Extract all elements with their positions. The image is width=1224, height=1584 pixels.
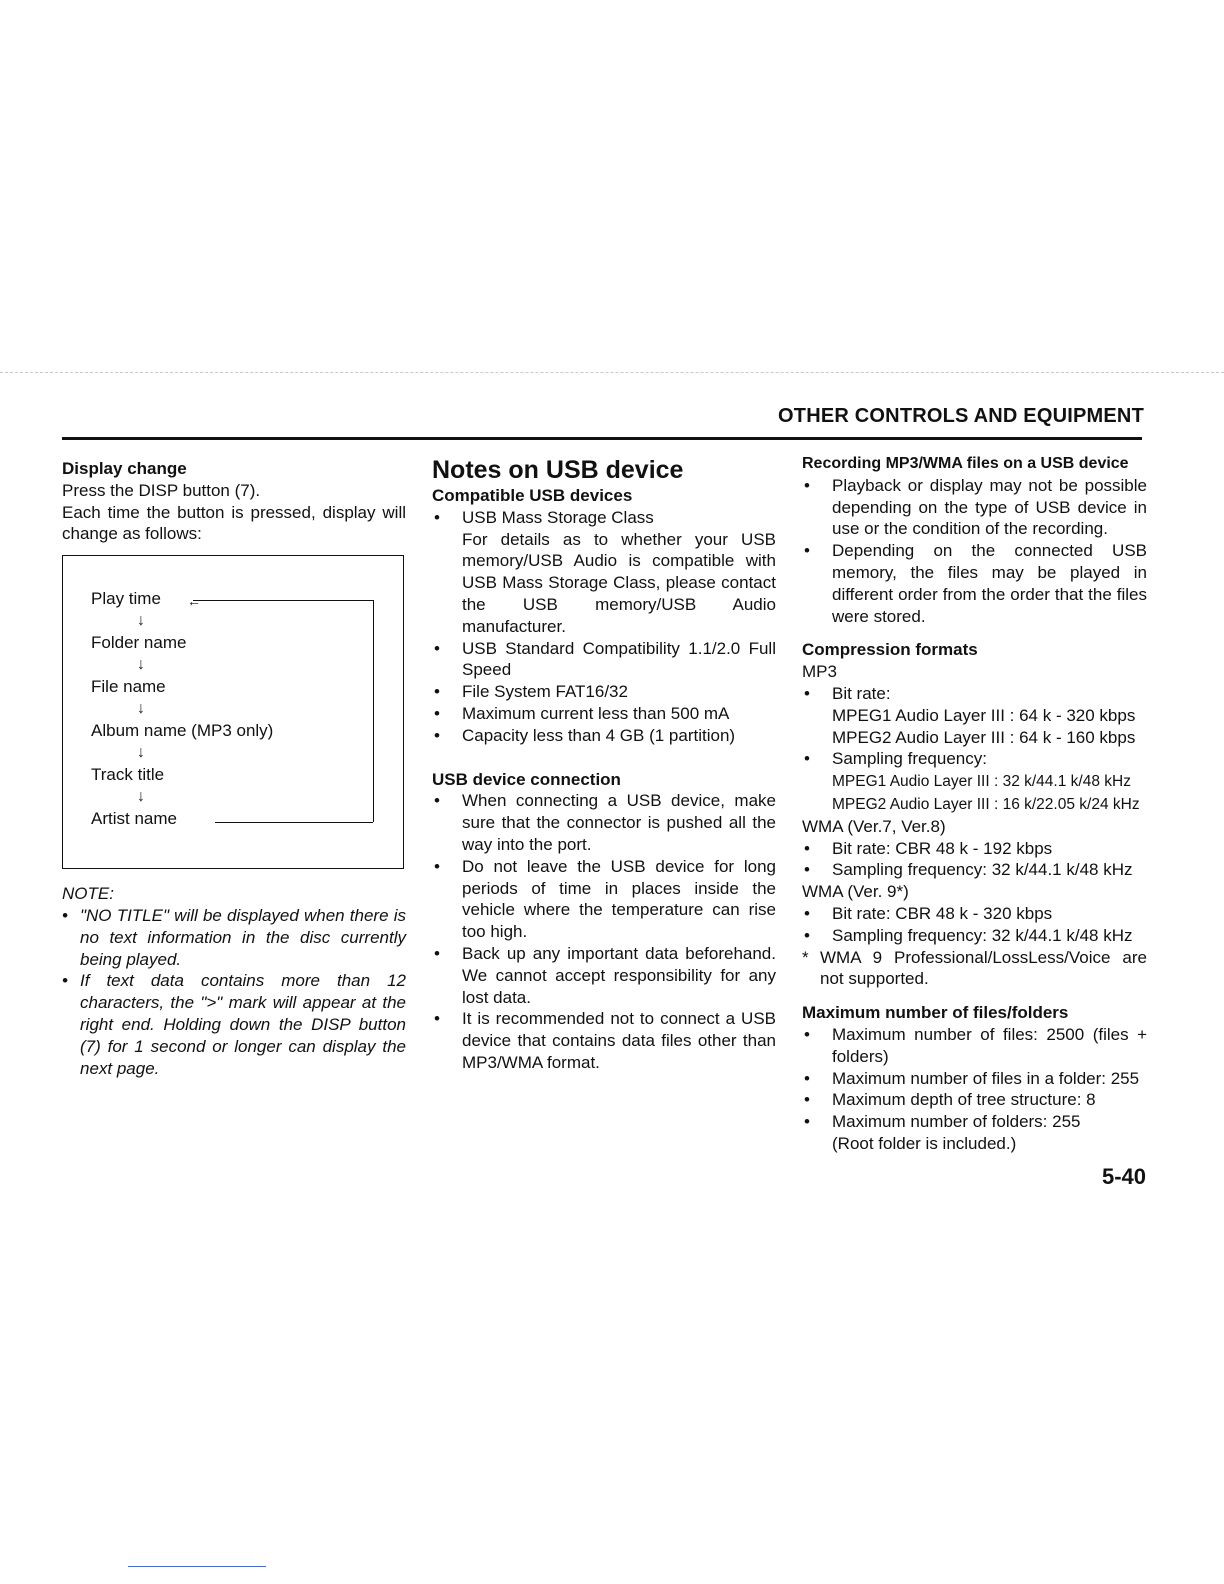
list-item: • Maximum depth of tree structure: 8 [804, 1090, 1096, 1110]
scan-artifact-line [0, 372, 1224, 373]
wma78-list [802, 838, 1147, 882]
return-line-right [373, 600, 374, 822]
list-item: • Maximum number of folders: 255 (Root folder is included.) [804, 1112, 1081, 1153]
list-item: • Maximum current less than 500 mA [434, 703, 730, 723]
return-arrow-icon: ← [187, 593, 201, 610]
usb-connection-heading: USB device connection [432, 769, 621, 789]
list-item: • USB Standard Compatibility 1.1/2.0 Full Speed [434, 638, 776, 680]
compatible-devices-list [432, 507, 776, 747]
recording-heading: Recording MP3/WMA files on a USB device [802, 455, 1129, 472]
diagram-item-artist-name: Artist name [91, 809, 177, 829]
display-cycle-diagram [62, 555, 404, 869]
down-arrow-icon: ↓ [137, 788, 145, 806]
display-change-line2: Each time the button is pressed, display will change as follows: [62, 502, 406, 544]
diagram-item-album-name: Album name (MP3 only) [91, 721, 274, 741]
list-item: • Capacity less than 4 GB (1 partition) [434, 725, 736, 745]
down-arrow-icon: ↓ [137, 656, 145, 674]
column-formats [802, 453, 1147, 1155]
down-arrow-icon: ↓ [137, 612, 145, 630]
list-item: • When connecting a USB device, make sure that the connector is pushed all the way into the port. [434, 791, 776, 854]
note-item: • If text data contains more than 12 characters, the ">" mark will appear at the right end. Holding down the DISP button (7) for 1 second or longer can display the next page. [62, 971, 406, 1078]
diagram-item-file-name: File name [91, 677, 166, 697]
diagram-item-play-time: Play time [91, 589, 161, 609]
list-item: • Sampling frequency: MPEG1 Audio Layer III : 32 k/44.1 k/48 kHz MPEG2 Audio Layer III : 16 k/22.05 k/24 kHz [804, 749, 1140, 813]
wma9-list [802, 903, 1147, 947]
down-arrow-icon: ↓ [137, 700, 145, 718]
max-files-heading: Maximum number of files/folders [802, 1003, 1069, 1023]
list-item: • Maximum number of files in a folder: 255 [804, 1068, 1140, 1088]
display-change-heading: Display change [62, 459, 187, 478]
section-header: OTHER CONTROLS AND EQUIPMENT [778, 405, 1144, 427]
usb-notes-title: Notes on USB device [432, 456, 684, 484]
wma9-footnote [802, 947, 1147, 991]
header-rule [62, 437, 1142, 440]
list-item: • Bit rate: MPEG1 Audio Layer III : 64 k - 320 kbps MPEG2 Audio Layer III : 64 k - 160 kbps [804, 683, 1136, 747]
list-item: • Do not leave the USB device for long periods of time in places inside the vehicle where the temperature can rise too high. [434, 856, 776, 942]
bottom-link-line [128, 1566, 266, 1567]
compatible-devices-heading: Compatible USB devices [432, 486, 633, 505]
note-item: • "NO TITLE" will be displayed when there is no text information in the disc currently being played. [62, 905, 406, 969]
list-item: • Bit rate: CBR 48 k - 320 kbps [804, 903, 1053, 923]
usb-connection-list [432, 790, 776, 1073]
footnote-item: * WMA 9 Professional/LossLess/Voice are not supported. [802, 947, 1147, 989]
return-line-top [193, 600, 373, 601]
mp3-label: MP3 [802, 662, 837, 682]
note-label: NOTE: [62, 884, 114, 904]
list-item: • Maximum number of files: 2500 (files + folders) [804, 1024, 1147, 1066]
max-files-list [802, 1024, 1147, 1155]
display-change-line1: Press the DISP button (7). [62, 480, 261, 500]
down-arrow-icon: ↓ [137, 744, 145, 762]
list-item: • Sampling frequency: 32 k/44.1 k/48 kHz [804, 925, 1133, 945]
wma78-label: WMA (Ver.7, Ver.8) [802, 816, 946, 836]
return-line-bottom [215, 822, 373, 823]
list-item: • USB Mass Storage Class For details as to whether your USB memory/USB Audio is compatible with USB Mass Storage Class, please contact the USB memory/USB Audio manufacturer. [434, 507, 776, 636]
list-item: • Sampling frequency: 32 k/44.1 k/48 kHz [804, 860, 1133, 880]
recording-list [802, 475, 1147, 628]
note-list [62, 905, 406, 1079]
list-item: • Playback or display may not be possible depending on the type of USB device in use or the condition of the recording. [804, 475, 1147, 539]
page-number: 5-40 [1101, 1164, 1146, 1189]
list-item: • Back up any important data beforehand. We cannot accept responsibility for any lost data. [434, 943, 776, 1007]
list-item: • Bit rate: CBR 48 k - 192 kbps [804, 838, 1053, 858]
column-usb-notes [432, 455, 776, 1074]
diagram-item-folder-name: Folder name [91, 633, 187, 653]
diagram-item-track-title: Track title [91, 765, 165, 785]
list-item: • File System FAT16/32 [434, 682, 628, 702]
wma9-label: WMA (Ver. 9*) [802, 882, 909, 902]
compression-heading: Compression formats [802, 640, 978, 660]
list-item: • Depending on the connected USB memory, the files may be played in different order from the order that the files were stored. [804, 541, 1147, 626]
column-display-change [62, 458, 406, 1079]
mp3-list [802, 683, 1147, 816]
list-item: • It is recommended not to connect a USB device that contains data files other than MP3/WMA format. [434, 1009, 776, 1072]
